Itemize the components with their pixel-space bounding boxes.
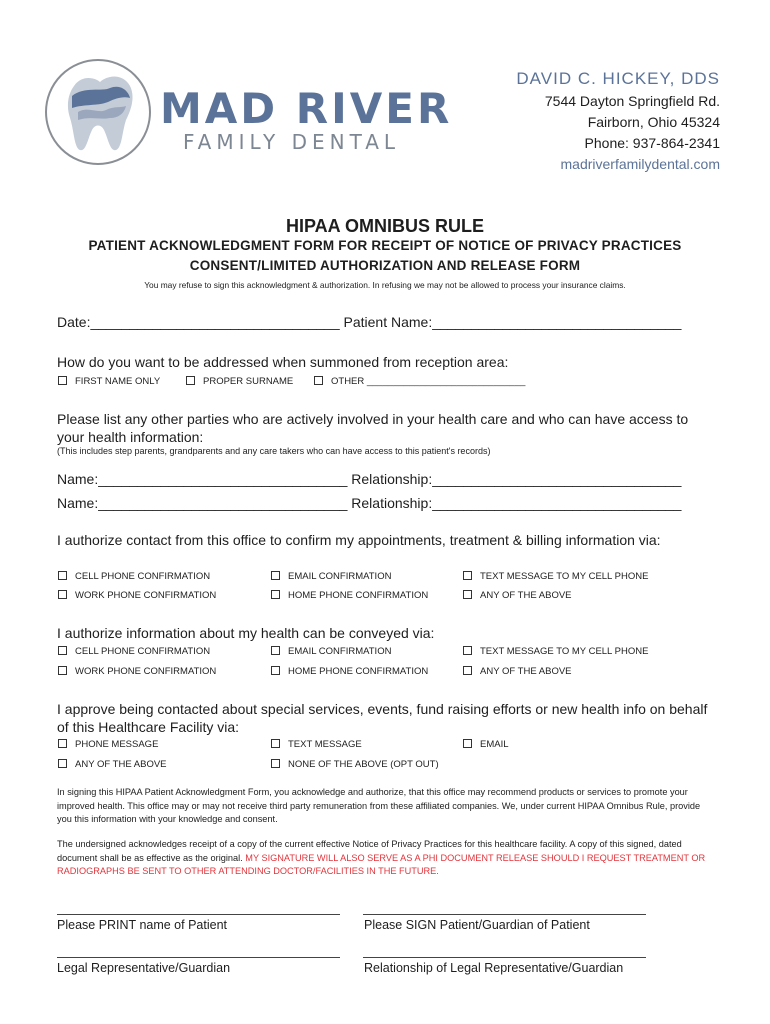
brand-name: MAD RIVER bbox=[160, 84, 453, 133]
consent-paragraph-1: In signing this HIPAA Patient Acknowledgment Form, you acknowledge and authorize, that this office may recommend products or services to promote your improved health. This office may or may not receive third party remuneration from these affiliated companies. We, under current HIPAA Omnibus Rule, provide you this information with your knowledge and consent. bbox=[57, 787, 701, 824]
question-other-parties: Please list any other parties who are actively involved in your health care and who can have access to your health information: bbox=[57, 411, 689, 445]
checkbox-home-phone-2[interactable]: HOME PHONE CONFIRMATION bbox=[271, 666, 428, 677]
checkbox-text-message-3[interactable]: TEXT MESSAGE bbox=[271, 739, 362, 750]
checkbox-cell-phone-2[interactable]: CELL PHONE CONFIRMATION bbox=[58, 646, 210, 657]
signature-line[interactable] bbox=[363, 914, 646, 915]
checkbox-icon bbox=[58, 646, 67, 655]
question-special-services: I approve being contacted about special services, events, fund raising efforts or new health info on behalf of this Healthcare Facility via: bbox=[57, 701, 708, 735]
checkbox-text-message[interactable]: TEXT MESSAGE TO MY CELL PHONE bbox=[463, 571, 648, 582]
legal-rep-line[interactable] bbox=[57, 957, 340, 958]
checkbox-icon bbox=[186, 376, 195, 385]
contact-block bbox=[516, 68, 720, 175]
signature-label: Please SIGN Patient/Guardian of Patient bbox=[364, 918, 590, 932]
relationship-line[interactable] bbox=[363, 957, 646, 958]
checkbox-icon bbox=[271, 571, 280, 580]
tooth-logo-icon bbox=[44, 56, 152, 168]
form-subtitle-1: PATIENT ACKNOWLEDGMENT FORM FOR RECEIPT OF NOTICE OF PRIVACY PRACTICES bbox=[88, 238, 682, 253]
checkbox-icon bbox=[271, 590, 280, 599]
consent-text: The undersigned acknowledges receipt of a copy of the current effective Notice of Privacy Practices for this healthcare facility. A copy of this signed, dated document shall be as effective as the original. bbox=[57, 839, 682, 863]
checkbox-opt-out[interactable]: NONE OF THE ABOVE (OPT OUT) bbox=[271, 759, 439, 770]
doctor-name: DAVID C. HICKEY, DDS bbox=[516, 69, 720, 88]
date-patient-name-field[interactable]: Date:________________________________ Patient Name:________________________________ bbox=[57, 314, 682, 330]
question-health-info: I authorize information about my health can be conveyed via: bbox=[57, 625, 435, 641]
party-field-1[interactable]: Name:________________________________ Relationship:________________________________ bbox=[57, 471, 682, 487]
phi-release-warning: MY SIGNATURE WILL ALSO SERVE AS A PHI DOCUMENT RELEASE SHOULD I REQUEST TREATMENT OR RADIOGRAPHS BE SENT TO OTHER ATTENDING DOCTOR/FACILITIES IN THE FUTURE. bbox=[57, 852, 706, 876]
checkbox-icon bbox=[58, 759, 67, 768]
question-appointment-contact: I authorize contact from this office to confirm my appointments, treatment & billing information via: bbox=[57, 532, 661, 548]
form-title: HIPAA OMNIBUS RULE bbox=[286, 216, 484, 236]
checkbox-icon bbox=[314, 376, 323, 385]
checkbox-work-phone-2[interactable]: WORK PHONE CONFIRMATION bbox=[58, 666, 216, 677]
checkbox-icon bbox=[463, 646, 472, 655]
website-link[interactable]: madriverfamilydental.com bbox=[560, 156, 720, 172]
checkbox-icon bbox=[463, 571, 472, 580]
phone: Phone: 937-864-2341 bbox=[584, 135, 720, 151]
checkbox-icon bbox=[463, 590, 472, 599]
print-name-label: Please PRINT name of Patient bbox=[57, 918, 227, 932]
checkbox-phone-message[interactable]: PHONE MESSAGE bbox=[58, 739, 158, 750]
checkbox-icon bbox=[271, 666, 280, 675]
address-line-2: Fairborn, Ohio 45324 bbox=[587, 114, 720, 130]
legal-rep-label: Legal Representative/Guardian bbox=[57, 961, 231, 975]
checkbox-icon bbox=[58, 666, 67, 675]
checkbox-icon bbox=[58, 590, 67, 599]
checkbox-any-3[interactable]: ANY OF THE ABOVE bbox=[58, 759, 167, 770]
checkbox-other[interactable]: OTHER ______________________________ bbox=[314, 376, 525, 387]
party-field-2[interactable]: Name:________________________________ Relationship:________________________________ bbox=[57, 495, 682, 511]
relationship-label: Relationship of Legal Representative/Guardian bbox=[364, 961, 624, 975]
checkbox-home-phone[interactable]: HOME PHONE CONFIRMATION bbox=[271, 590, 428, 601]
checkbox-text-message-2[interactable]: TEXT MESSAGE TO MY CELL PHONE bbox=[463, 646, 648, 657]
address-line-1: 7544 Dayton Springfield Rd. bbox=[544, 93, 720, 109]
brand-subtitle: FAMILY DENTAL bbox=[183, 130, 401, 154]
checkbox-icon bbox=[271, 759, 280, 768]
checkbox-icon bbox=[58, 739, 67, 748]
refusal-note: You may refuse to sign this acknowledgment & authorization. In refusing we may not be allowed to process your insurance claims. bbox=[144, 280, 626, 290]
checkbox-cell-phone[interactable]: CELL PHONE CONFIRMATION bbox=[58, 571, 210, 582]
form-subtitle-2: CONSENT/LIMITED AUTHORIZATION AND RELEASE FORM bbox=[189, 258, 581, 273]
print-name-line[interactable] bbox=[57, 914, 340, 915]
checkbox-proper-surname[interactable]: PROPER SURNAME bbox=[186, 376, 293, 387]
checkbox-first-name[interactable]: FIRST NAME ONLY bbox=[58, 376, 160, 387]
checkbox-icon bbox=[271, 739, 280, 748]
checkbox-any-2[interactable]: ANY OF THE ABOVE bbox=[463, 666, 572, 677]
checkbox-icon bbox=[463, 666, 472, 675]
parties-note: (This includes step parents, grandparents and any care takers who can have access to this patient's records) bbox=[57, 446, 491, 456]
checkbox-icon bbox=[463, 739, 472, 748]
checkbox-icon bbox=[271, 646, 280, 655]
checkbox-email-3[interactable]: EMAIL bbox=[463, 739, 509, 750]
checkbox-icon bbox=[58, 376, 67, 385]
checkbox-email-2[interactable]: EMAIL CONFIRMATION bbox=[271, 646, 391, 657]
checkbox-email[interactable]: EMAIL CONFIRMATION bbox=[271, 571, 391, 582]
question-address: How do you want to be addressed when summoned from reception area: bbox=[57, 354, 509, 370]
checkbox-icon bbox=[58, 571, 67, 580]
checkbox-work-phone[interactable]: WORK PHONE CONFIRMATION bbox=[58, 590, 216, 601]
checkbox-any[interactable]: ANY OF THE ABOVE bbox=[463, 590, 572, 601]
consent-paragraph-2 bbox=[57, 838, 717, 879]
